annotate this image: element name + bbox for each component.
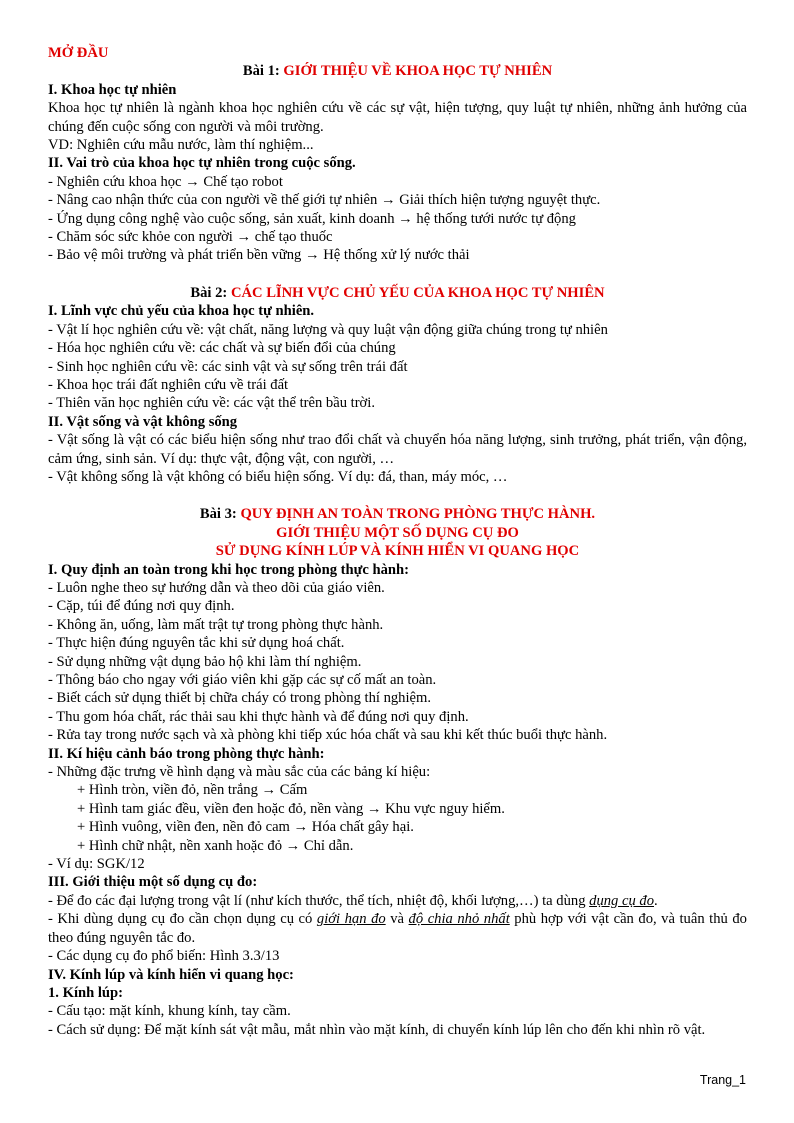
sign-item: + Hình chữ nhật, nền xanh hoặc đỏ → Chỉ dẫn. [77,837,354,854]
list-item: - Không ăn, uống, làm mất trật tự trong phòng thực hành. [48,616,384,633]
list-item: - Chăm sóc sức khỏe con người → chế tạo thuốc [48,229,333,246]
list-item: - Vật sống là vật có các biểu hiện sống như trao đổi chất và chuyển hóa năng lượng, sinh trưởng, phát triển, vận động, cảm ứng, sinh sản. Ví dụ: thực vật, động vật, con người, … [48,432,747,467]
document-page [48,44,747,1039]
text-run: . [654,892,658,909]
sign-item: + Hình tròn, viền đỏ, nền trắng → Cấm [77,782,308,799]
lesson-3-prefix: Bài 3: [199,506,241,523]
list-item: - Những đặc trưng về hình dạng và màu sắc của các bảng kí hiệu: [48,764,431,781]
text-run: và [385,911,409,928]
list-item: - Nghiên cứu khoa học → Chế tạo robot [48,173,283,190]
list-item: - Cặp, túi để đúng nơi quy định. [48,598,235,615]
list-item: - Thực hiện đúng nguyên tắc khi sử dụng hoá chất. [48,635,345,652]
list-item: - Thiên văn học nghiên cứu về: các vật thể trên bầu trời. [48,395,375,412]
lesson-1-heading-1: I. Khoa học tự nhiên [48,81,177,98]
list-item: - Cấu tạo: mặt kính, khung kính, tay cầm. [48,1003,291,1020]
list-item: - Biết cách sử dụng thiết bị chữa cháy có trong phòng thí nghiệm. [48,690,432,707]
list-item: - Các dụng cụ đo phổ biến: Hình 3.3/13 [48,948,280,965]
lesson-2-title [48,284,747,302]
text-run: - Khi dùng dụng cụ đo cần chọn dụng cụ có [48,911,317,928]
list-item: - Bảo vệ môi trường và phát triển bền vững → Hệ thống xử lý nước thải [48,247,470,264]
list-item: - Vật lí học nghiên cứu về: vật chất, năng lượng và quy luật vận động giữa chúng trong tự nhiên [48,321,608,338]
lesson-3-subheading: 1. Kính lúp: [48,984,124,1001]
list-item: - Cách sử dụng: Để mặt kính sát vật mẫu, mắt nhìn vào mặt kính, di chuyển kính lúp lên cho đến khi nhìn rõ vật. [48,1021,706,1038]
section-intro-heading: MỞ ĐẦU [48,45,109,61]
lesson-1-title [48,62,747,80]
lesson-3-title-line-2: GIỚI THIỆU MỘT SỐ DỤNG CỤ ĐO [276,524,519,541]
text-run: - Để đo các đại lượng trong vật lí (như kích thước, thể tích, nhiệt độ, khối lượng,…) ta dùng [48,892,590,909]
lesson-1-prefix: Bài 1: [242,63,284,80]
list-item: - Hóa học nghiên cứu về: các chất và sự biến đổi của chúng [48,340,396,357]
page-number: Trang_1 [699,1073,746,1087]
spacer [48,486,747,505]
text-run: phù hợp với vật cần đo, và tuân thủ đo theo đúng nguyên tắc đo. [48,911,747,946]
lesson-3-title-line-1: QUY ĐỊNH AN TOÀN TRONG PHÒNG THỰC HÀNH. [240,506,596,523]
list-item: - Khoa học trái đất nghiên cứu về trái đất [48,376,289,393]
sign-item: + Hình vuông, viền đen, nền đỏ cam → Hóa chất gây hại. [77,819,414,836]
lesson-1-paragraph-2: VD: Nghiên cứu mẫu nước, làm thí nghiệm... [48,137,314,154]
lesson-1-paragraph-1: Khoa học tự nhiên là ngành khoa học nghiên cứu về các sự vật, hiện tượng, quy luật tự nhiên, những ảnh hưởng của chúng đến cuộc sống con người và môi trường. [48,100,747,135]
list-item [48,910,747,947]
emphasis-term: dụng cụ đo [589,892,654,909]
list-item: - Vật không sống là vật không có biểu hiện sống. Ví dụ: đá, than, máy móc, … [48,468,508,485]
lesson-3-heading-3: III. Giới thiệu một số dụng cụ đo: [48,874,258,891]
list-item: - Ứng dụng công nghệ vào cuộc sống, sản xuất, kinh doanh → hệ thống tưới nước tự động [48,210,576,227]
lesson-2-heading-2: II. Vật sống và vật không sống [48,413,238,430]
lesson-3-title [48,505,747,523]
lesson-2-title-text: CÁC LĨNH VỰC CHỦ YẾU CỦA KHOA HỌC TỰ NHIÊN [230,284,605,301]
spacer [48,265,747,284]
list-item: - Thông báo cho ngay với giáo viên khi gặp các sự cố mất an toàn. [48,672,437,688]
emphasis-term: giới hạn đo [316,911,386,928]
list-item: - Sử dụng những vật dụng bảo hộ khi làm thí nghiệm. [48,653,362,670]
lesson-1-title-text: GIỚI THIỆU VỀ KHOA HỌC TỰ NHIÊN [283,63,553,80]
emphasis-term: độ chia nhỏ nhất [408,911,510,928]
list-item: - Sinh học nghiên cứu về: các sinh vật và sự sống trên trái đất [48,358,408,375]
list-item: - Nâng cao nhận thức của con người về thế giới tự nhiên → Giải thích hiện tượng nguyệt thực. [48,192,601,209]
lesson-1-heading-2: II. Vai trò của khoa học tự nhiên trong cuộc sống. [48,155,356,172]
lesson-2-prefix: Bài 2: [190,284,231,301]
list-item [48,892,747,910]
lesson-3-heading-2: II. Kí hiệu cảnh báo trong phòng thực hành: [48,745,325,762]
lesson-2-heading-1: I. Lĩnh vực chủ yếu của khoa học tự nhiên. [48,303,315,320]
list-item: - Luôn nghe theo sự hướng dẫn và theo dõi của giáo viên. [48,579,385,596]
list-item: - Rửa tay trong nước sạch và xà phòng khi tiếp xúc hóa chất và sau khi kết thúc buổi thực hành. [48,727,608,744]
lesson-3-title-line-3: SỬ DỤNG KÍNH LÚP VÀ KÍNH HIỂN VI QUANG HỌC [215,543,580,560]
list-item: - Thu gom hóa chất, rác thải sau khi thực hành và để đúng nơi quy định. [48,708,469,725]
lesson-3-heading-4: IV. Kính lúp và kính hiển vi quang học: [48,966,294,983]
list-item: - Ví dụ: SGK/12 [48,856,145,873]
sign-item: + Hình tam giác đều, viền đen hoặc đỏ, nền vàng → Khu vực nguy hiểm. [77,800,505,817]
lesson-3-heading-1: I. Quy định an toàn trong khi học trong phòng thực hành: [48,561,410,578]
